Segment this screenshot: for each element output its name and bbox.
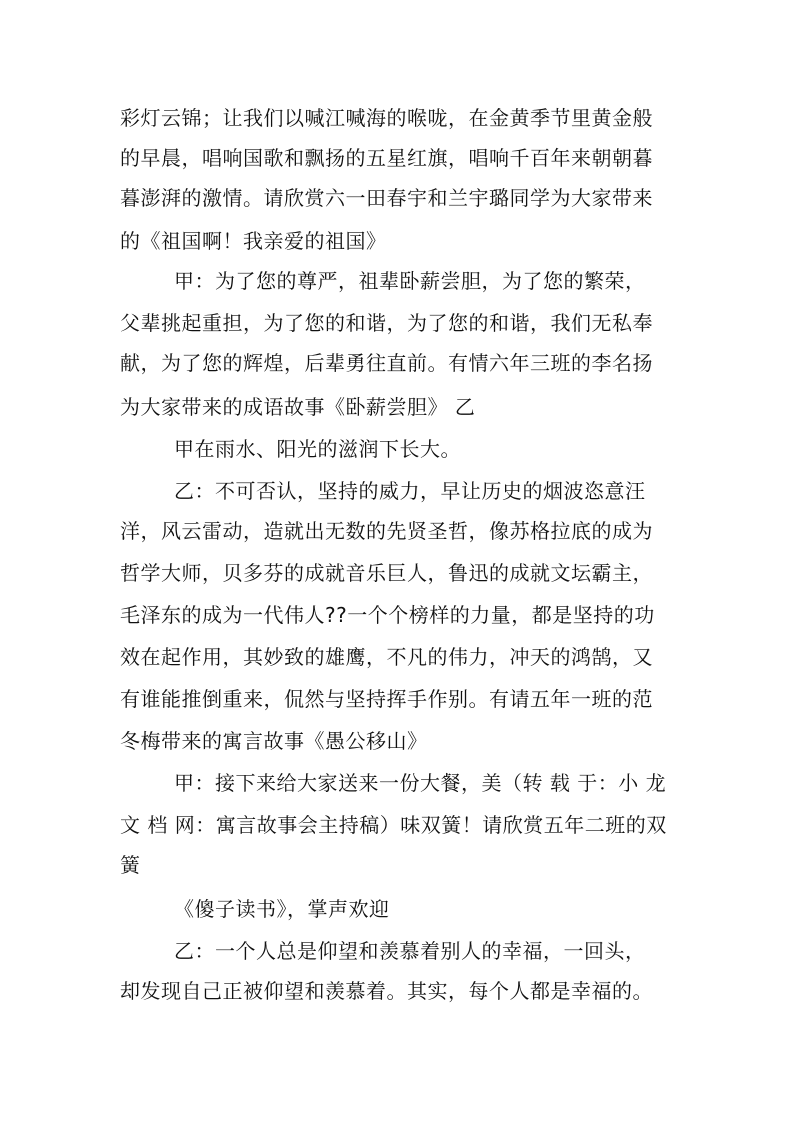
text-line: 洋，风云雷动，造就出无数的先贤圣哲，像苏格拉底的成为 — [120, 519, 653, 543]
text-line: 甲：接下来给大家送来一份大餐，美（转 载 于：小 龙 — [174, 771, 667, 795]
text-line: 冬梅带来的寓言故事《愚公移山》 — [120, 729, 428, 753]
text-line: 《傻子读书》，掌声欢迎 — [174, 897, 390, 921]
text-line: 乙：一个人总是仰望和羡慕着别人的幸福，一回头， — [174, 939, 646, 963]
text-line: 的早晨，唱响国歌和飘扬的五星红旗，唱响千百年来朝朝暮 — [120, 146, 653, 170]
text-line: 暮澎湃的激情。请欣赏六一田春宇和兰宇璐同学为大家带来 — [120, 186, 653, 210]
text-line: 簧 — [120, 853, 141, 877]
text-line: 乙：不可否认，坚持的威力，早让历史的烟波恣意汪 — [174, 479, 646, 503]
text-line: 文 档 网：寓言故事会主持稿）味双簧！请欣赏五年二班的双 — [120, 813, 667, 837]
text-line: 却发现自己正被仰望和羡慕着。其实，每个人都是幸福的。 — [120, 979, 653, 1003]
text-line: 有谁能推倒重来，侃然与坚持挥手作别。有请五年一班的范 — [120, 687, 653, 711]
text-line: 为大家带来的成语故事《卧薪尝胆》 乙 — [120, 395, 476, 419]
text-line: 甲：为了您的尊严，祖辈卧薪尝胆，为了您的繁荣， — [174, 269, 646, 293]
text-line: 哲学大师，贝多芬的成就音乐巨人，鲁迅的成就文坛霸主， — [120, 561, 653, 585]
text-line: 甲在雨水、阳光的滋润下长大。 — [174, 437, 461, 461]
text-line: 的《祖国啊！我亲爱的祖国》 — [120, 229, 387, 253]
text-line: 毛泽东的成为一代伟人??一个个榜样的力量，都是坚持的功 — [120, 603, 655, 627]
text-line: 献，为了您的辉煌，后辈勇往直前。有情六年三班的李名扬 — [120, 351, 653, 375]
text-line: 父辈挑起重担，为了您的和谐，为了您的和谐，我们无私奉 — [120, 311, 653, 335]
text-line: 效在起作用，其妙致的雄鹰，不凡的伟力，冲天的鸿鹄，又 — [120, 645, 653, 669]
text-line: 彩灯云锦；让我们以喊江喊海的喉咙，在金黄季节里黄金般 — [120, 106, 653, 130]
